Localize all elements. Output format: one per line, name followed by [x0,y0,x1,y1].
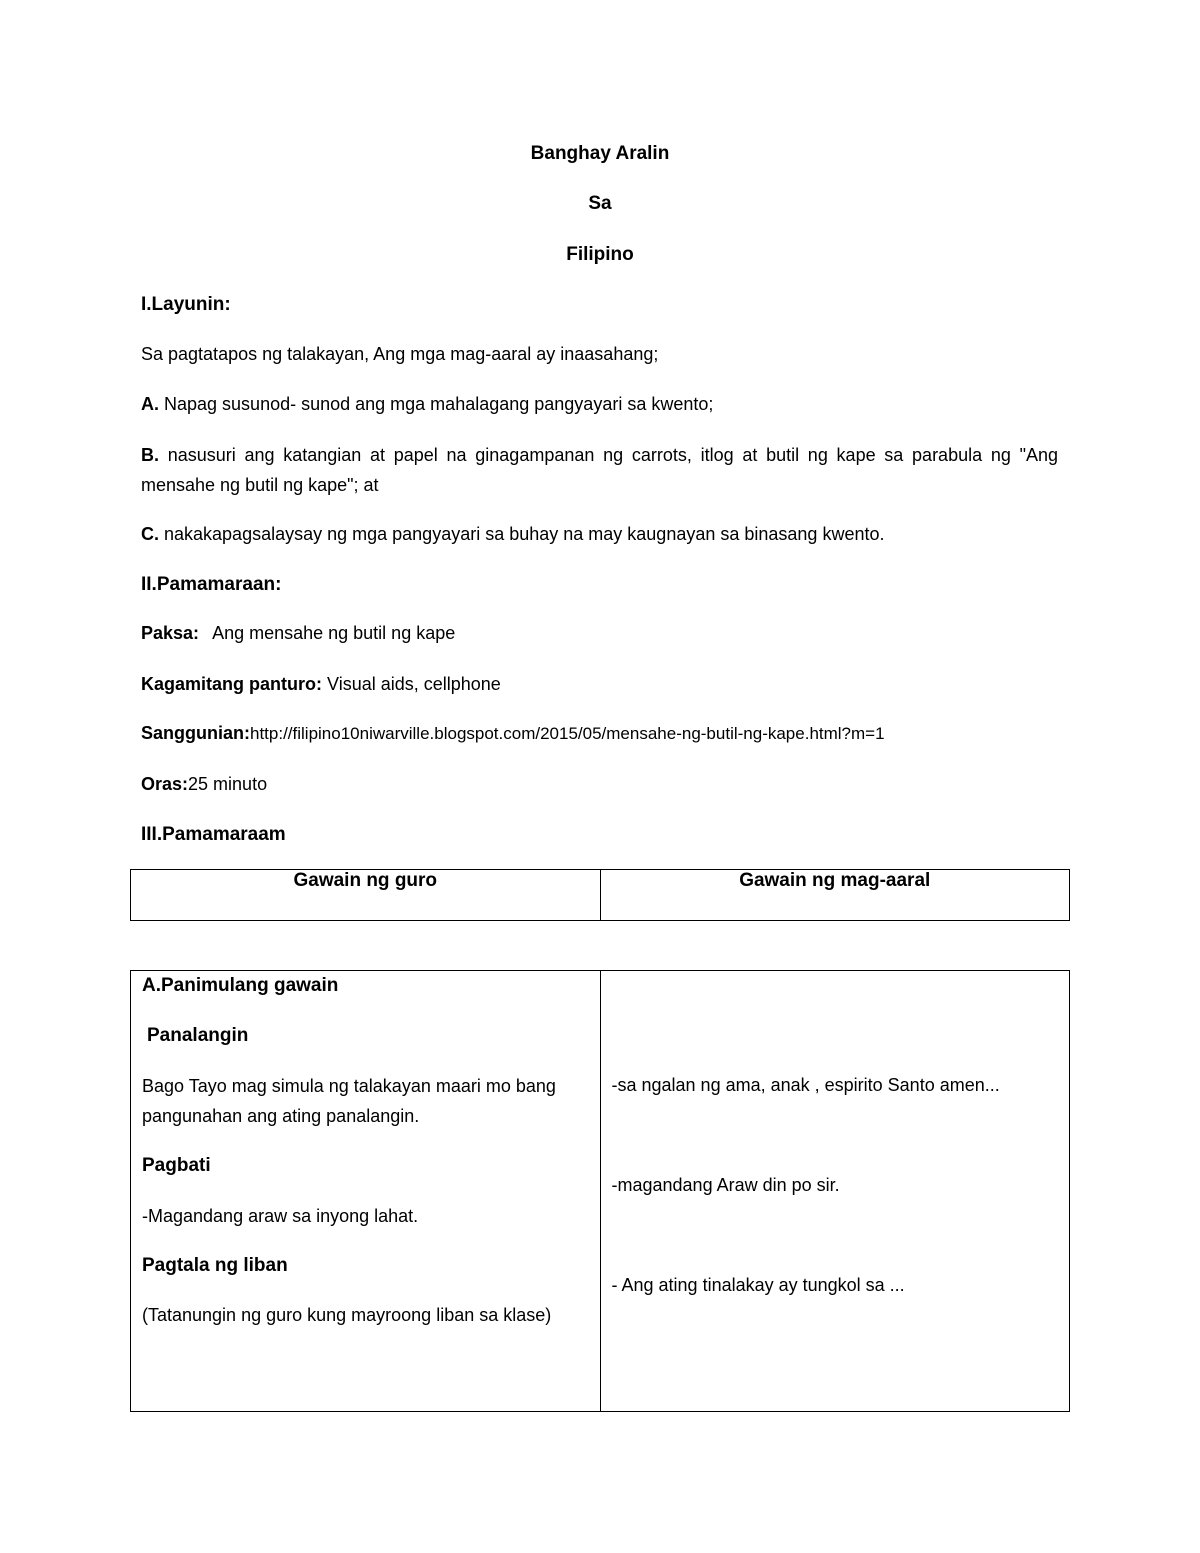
liban-response: - Ang ating tinalakay ay tungkol sa ... [611,1275,905,1295]
paksa-value: Ang mensahe ng butil ng kape [212,623,456,643]
oras-value: 25 minuto [188,774,268,794]
layunin-heading: I.Layunin: [141,294,231,315]
objective-c-letter: C. [141,524,159,544]
pamamaraam-heading: III.Pamamaraam [141,824,286,845]
panimulang-gawain-heading: A.Panimulang gawain [142,975,339,996]
sanggunian-link[interactable]: http://filipino10niwarville.blogspot.com/2015/05/mensahe-ng-butil-ng-kape.html?m=1 [250,724,885,743]
activity-table [130,970,1070,1412]
guro-cell [131,971,601,1412]
oras-label: Oras: [141,774,189,794]
panalangin-response: -sa ngalan ng ama, anak , espirito Santo amen... [611,1075,1000,1095]
kagamitan-label: Kagamitang panturo: [141,674,323,694]
pagbati-response: -magandang Araw din po sir. [611,1175,840,1195]
objective-b-text: nasusuri ang katangian at papel na ginagampanan ng carrots, itlog at butil ng kape sa parabula ng "Ang mensahe ng butil ng kape"; at [141,445,1058,495]
panalangin-heading: Panalangin [147,1025,249,1046]
title-line-3: Filipino [566,244,634,265]
header-row [131,870,1070,921]
objective-a [141,394,713,415]
header-table [130,869,1070,921]
objective-a-letter: A. [141,394,159,414]
activity-row [131,971,1070,1412]
pamamaraan-heading: II.Pamamaraan: [141,574,282,595]
paksa-label: Paksa: [141,623,200,643]
kagamitan-row [141,674,501,695]
pagtala-ng-liban-text: (Tatanungin ng guro kung mayroong liban sa klase) [142,1305,552,1325]
sanggunian-label: Sanggunian: [141,723,250,743]
objective-c [141,524,884,545]
title-line-1: Banghay Aralin [530,143,670,164]
header-mag-aaral: Gawain ng mag-aaral [600,870,1070,921]
paksa-row [141,623,455,644]
objective-b-letter: B. [141,445,159,465]
pagbati-text: -Magandang araw sa inyong lahat. [142,1206,419,1226]
title-line-2: Sa [588,193,612,214]
sanggunian-row [141,723,885,744]
pagbati-heading: Pagbati [142,1155,211,1176]
objective-c-text: nakakapagsalaysay ng mga pangyayari sa buhay na may kaugnayan sa binasang kwento. [159,524,885,544]
objective-a-text: Napag susunod- sunod ang mga mahalagang pangyayari sa kwento; [159,394,714,414]
header-guro: Gawain ng guro [131,870,601,921]
oras-row [141,774,267,795]
pagtala-ng-liban-heading: Pagtala ng liban [142,1255,288,1276]
kagamitan-value: Visual aids, cellphone [322,674,501,694]
objective-b [141,440,1058,500]
panalangin-text: Bago Tayo mag simula ng talakayan maari mo bang pangunahan ang ating panalangin. [142,1076,556,1126]
layunin-intro: Sa pagtatapos ng talakayan, Ang mga mag-aaral ay inaasahang; [141,344,659,364]
mag-aaral-cell [600,971,1070,1412]
